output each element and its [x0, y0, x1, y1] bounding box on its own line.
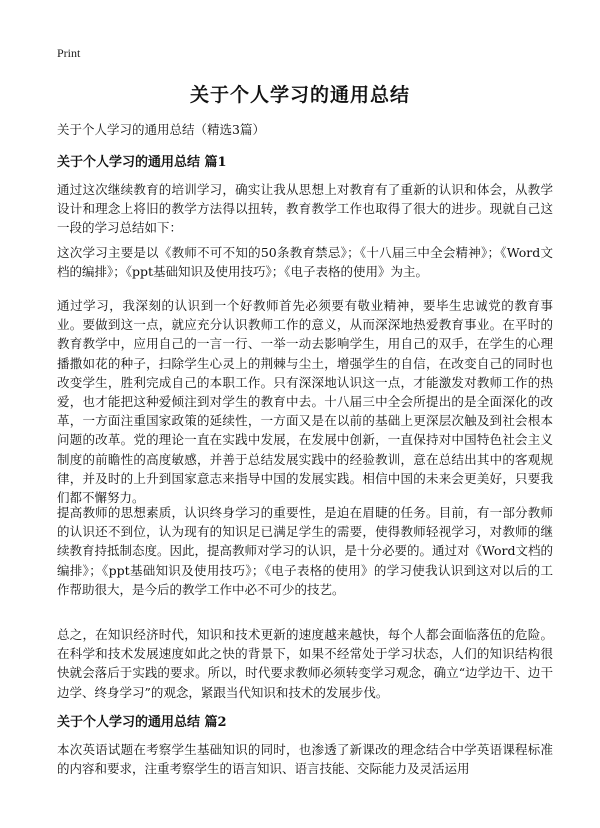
- print-label: Print: [57, 46, 81, 60]
- paragraph-english-exam: 本次英语试题在考察学生基础知识的同时，也渗透了新课改的理念结合中学英语课程标准的内容和要求，注重考察学生的语言知识、语言技能、交际能力及灵活运用: [57, 742, 553, 777]
- section-heading-2: 关于个人学习的通用总结 篇2: [57, 715, 227, 730]
- paragraph-study-topics: 这次学习主要是以《教师不可不知的50条教育禁忌》；《十八届三中全会精神》；《Word文档的编排》；《ppt基础知识及使用技巧》；《电子表格的使用》为主。: [57, 245, 553, 280]
- paragraph-quality: 提高教师的思想素质，认识终身学习的重要性，是迫在眉睫的任务。目前，有一部分教师的认识还不到位，认为现有的知识足已满足学生的需要，使得教师轻视学习，对教师的继续教育持抵制态度。因此，提高教师对学习的认识，是十分必要的。通过对《Word文档的编排》；《ppt基础知识及使用技巧》；《电子表格的使用》的学习使我认识到这对以后的工作帮助很大，是今后的教学工作中必不可少的技艺。: [57, 505, 554, 597]
- document-subtitle: 关于个人学习的通用总结（精选3篇）: [57, 122, 265, 137]
- paragraph-conclusion: 总之，在知识经济时代，知识和技术更新的速度越来越快，每个人都会面临落伍的危险。在科学和技术发展速度如此之快的背景下，如果不经常处于学习状态，人们的知识结构很快就会落后于实践的要求。所以，时代要求教师必须转变学习观念，确立“边学边干、边干边学、终身学习”的观念，紧跟当代知识和技术的发展步伐。: [57, 627, 553, 700]
- paragraph-intro: 通过这次继续教育的培训学习，确实让我从思想上对教育有了重新的认识和体会，从教学设计和理念上将旧的教学方法得以扭转，教育教学工作也取得了很大的进步。现就自己这一段的学习总结如下：: [57, 182, 553, 236]
- section-heading-1: 关于个人学习的通用总结 篇1: [57, 155, 227, 170]
- document-title: 关于个人学习的通用总结: [189, 84, 410, 106]
- paragraph-understanding: 通过学习，我深刻的认识到一个好教师首先必须要有敬业精神，要毕生忠诚党的教育事业。要做到这一点，就应充分认识教师工作的意义，从而深深地热爱教育事业。在平时的教育教学中，应用自己的一言一行、一举一动去影响学生，用自己的双手，在学生的心理播撒如花的种子，扫除学生心灵上的荆棘与尘土，增强学生的自信，在改变自己的同时也改变学生，胜利完成自己的本职工作。只有深深地认识这一点，才能激发对教师工作的热爱，也才能把这种爱倾注到对学生的教育中去。十八届三中全会所提出的是全面深化的改革，一方面注重国家政策的延续性，一方面又是在以前的基础上更深层次触及到社会根本问题的改革。党的理论一直在实践中发展，在发展中创新，一直保持对中国特色社会主义制度的前瞻性的高度敏感，并善于总结发展实践中的经验教训，意在总结出其中的客观规律，并及时的上升到国家意志来指导中国的发展实践。相信中国的未来会更美好，只要我们都不懈努力。: [57, 298, 553, 506]
